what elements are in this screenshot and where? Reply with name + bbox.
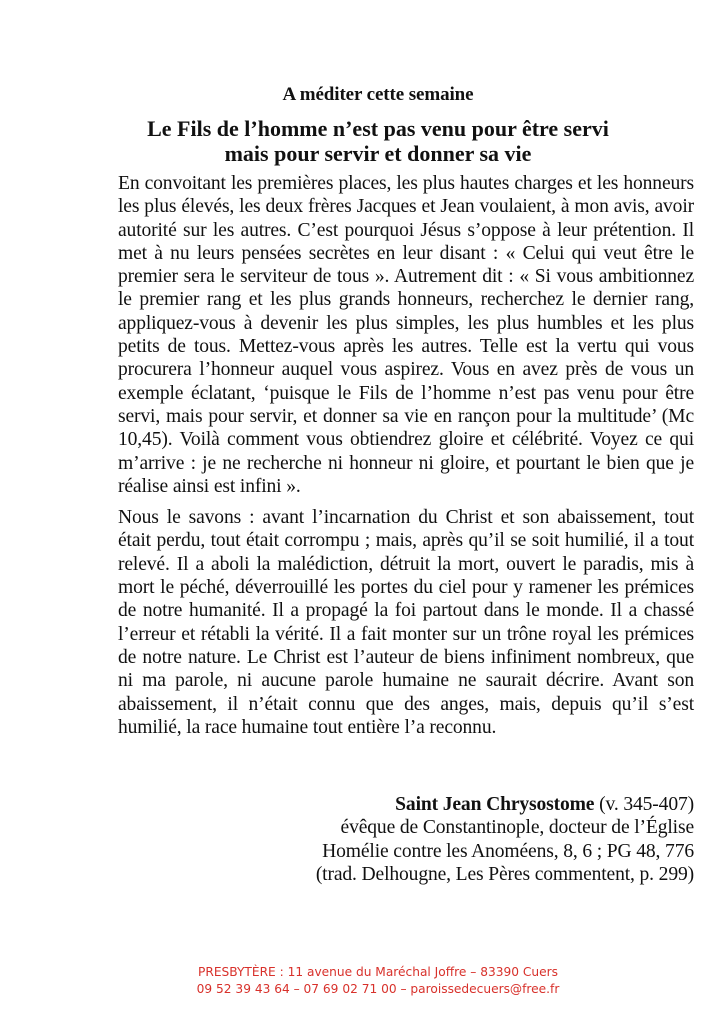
paragraph-2: Nous le savons : avant l’incarnation du Christ et son abaissement, tout était perdu, tout était corrompu ; mais, après qu’il se soit humilié, il a tout relevé. Il a aboli la malédiction, détruit la mort, ouvert le paradis, mis à mort le péché, déverrouillé les portes du ciel pour y ramener les prémices de notre humanité. Il a propagé la foi partout dans le monde. Il a chassé l’erreur et rétabli la vérité. Il a fait monter sur un trône royal les prémices de notre nature. Le Christ est l’auteur de biens infiniment nombreux, que ni ma parole, ni aucune parole humaine ne saurait décrire. Avant son abaissement, il n’était connu que des anges, mais, depuis qu’il s’est humilié, la race humaine tout entière l’a reconnu. <box>118 507 694 738</box>
author-line <box>316 793 694 816</box>
attribution-block <box>316 793 694 886</box>
parish-footer <box>0 964 724 998</box>
author-dates: (v. 345-407) <box>594 794 694 815</box>
document-title <box>0 116 724 166</box>
title-line-2: mais pour servir et donner sa vie <box>224 141 532 166</box>
translation-reference: (trad. Delhougne, Les Pères commentent, p. 299) <box>315 863 694 885</box>
footer-contact: 09 52 39 43 64 – 07 69 02 71 00 – paroissedecuers@free.fr <box>196 982 560 996</box>
source-reference: Homélie contre les Anoméens, 8, 6 ; PG 48, 776 <box>322 840 694 862</box>
footer-address: PRESBYTÈRE : 11 avenue du Maréchal Joffre – 83390 Cuers <box>198 965 558 979</box>
author-name: Saint Jean Chrysostome <box>395 794 595 815</box>
author-role: évêque de Constantinople, docteur de l’Église <box>340 817 694 839</box>
section-kicker: A méditer cette semaine <box>282 84 474 105</box>
paragraph-1: En convoitant les premières places, les plus hautes charges et les honneurs les plus élevés, les deux frères Jacques et Jean voulaient, à mon avis, avoir autorité sur les autres. C’est pourquoi Jésus s’oppose à leur prétention. Il met à nu leurs pensées secrètes en leur disant : « Celui qui veut être le premier sera le serviteur de tous ». Autrement dit : « Si vous ambitionnez le premier rang et les plus grands honneurs, recherchez le dernier rang, appliquez-vous à devenir les plus simples, les plus humbles et les plus petits de tous. Mettez-vous après les autres. Telle est la vertu qui vous procurera l’honneur auquel vous aspirez. Vous en avez près de vous un exemple éclatant, ‘puisque le Fils de l’homme n’est pas venu pour être servi, mais pour servir, et donner sa vie en rançon pour la multitude’ (Mc 10,45). Voilà comment vous obtiendrez gloire et célébrité. Voyez ce qui m’arrive : je ne recherche ni honneur ni gloire, et pourtant le bien que je réalise ainsi est infini ». <box>118 173 694 497</box>
title-line-1: Le Fils de l’homme n’est pas venu pour être servi <box>147 116 609 141</box>
meditation-text <box>118 172 694 739</box>
